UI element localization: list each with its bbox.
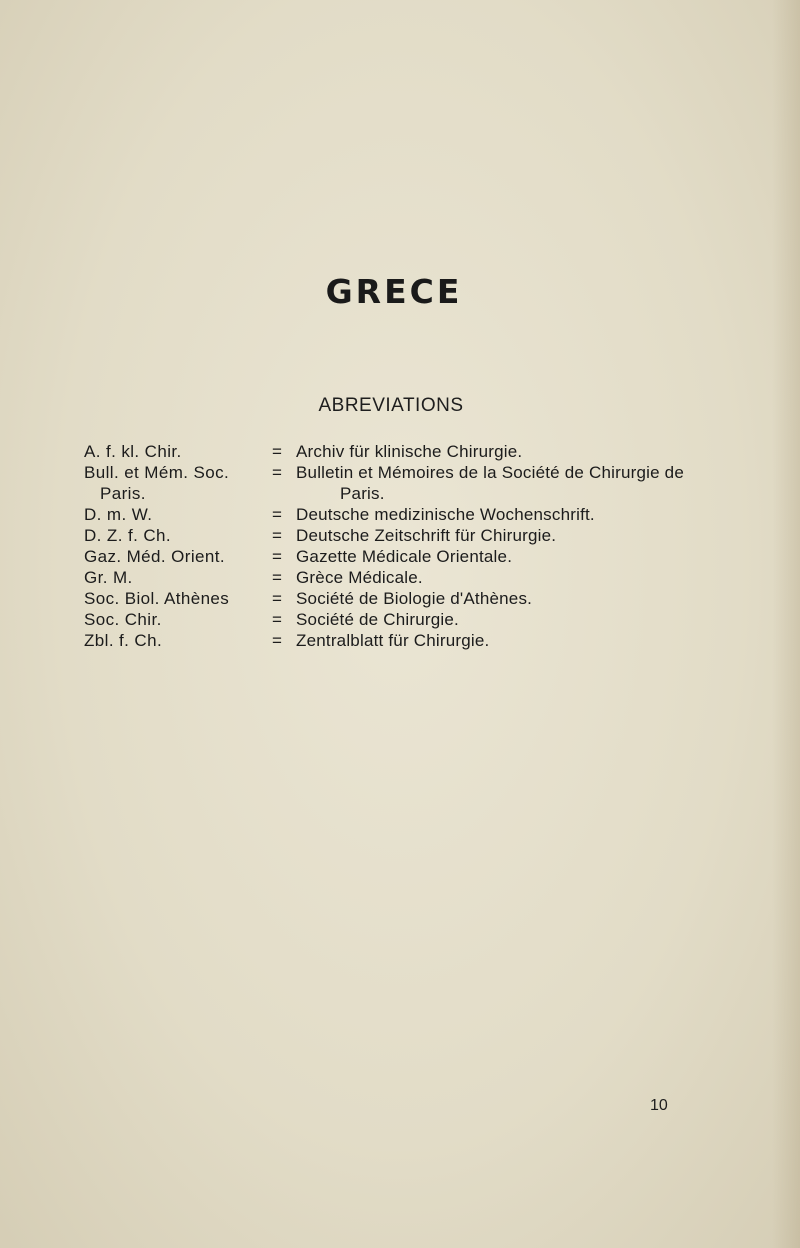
abbreviation-term: Gaz. Méd. Orient. [84, 547, 225, 566]
equals-sign: = [272, 610, 283, 629]
abbreviation-definition: = Gazette Médicale Orientale. [272, 547, 513, 566]
page-title: GRECE [325, 272, 463, 311]
abbreviation-row [84, 630, 724, 651]
abbreviation-term: Soc. Biol. Athènes [84, 589, 230, 608]
abbreviation-term: Soc. Chir. [84, 610, 162, 629]
abbreviation-definition: = Archiv für klinische Chirurgie. [272, 442, 523, 461]
abbreviation-term: A. f. kl. Chir. [84, 442, 182, 461]
equals-sign: = [272, 505, 283, 524]
abbreviation-row [84, 441, 724, 462]
abbreviation-definition: = Société de Chirurgie. [272, 610, 459, 629]
page-number: 10 [650, 1097, 668, 1114]
abbreviation-list [84, 441, 724, 651]
equals-sign: = [272, 463, 283, 482]
abbreviation-row [84, 525, 724, 546]
equals-sign: = [272, 631, 283, 650]
abbreviation-term: D. Z. f. Ch. [84, 526, 171, 545]
abbreviation-row [84, 609, 724, 630]
abbreviation-term: Bull. et Mém. Soc. Paris. [84, 463, 230, 503]
section-heading: ABREVIATIONS [318, 395, 464, 416]
abbreviation-definition: = Zentralblatt für Chirurgie. [272, 631, 490, 650]
abbreviation-term: Zbl. f. Ch. [84, 631, 163, 650]
abbreviation-row [84, 462, 724, 504]
abbreviation-definition: = Deutsche Zeitschrift für Chirurgie. [272, 526, 557, 545]
equals-sign: = [272, 568, 283, 587]
abbreviation-row [84, 546, 724, 567]
abbreviation-definition: = Bulletin et Mémoires de la Société de Chirurgie de Paris. [272, 463, 684, 503]
abbreviation-row [84, 504, 724, 525]
abbreviation-definition: = Société de Biologie d'Athènes. [272, 589, 533, 608]
equals-sign: = [272, 442, 283, 461]
abbreviation-row [84, 567, 724, 588]
abbreviation-row [84, 588, 724, 609]
abbreviation-definition: = Deutsche medizinische Wochenschrift. [272, 505, 595, 524]
abbreviation-definition: = Grèce Médicale. [272, 568, 423, 587]
equals-sign: = [272, 589, 283, 608]
abbreviation-term: D. m. W. [84, 505, 153, 524]
abbreviation-term: Gr. M. [84, 568, 133, 587]
equals-sign: = [272, 526, 283, 545]
equals-sign: = [272, 547, 283, 566]
